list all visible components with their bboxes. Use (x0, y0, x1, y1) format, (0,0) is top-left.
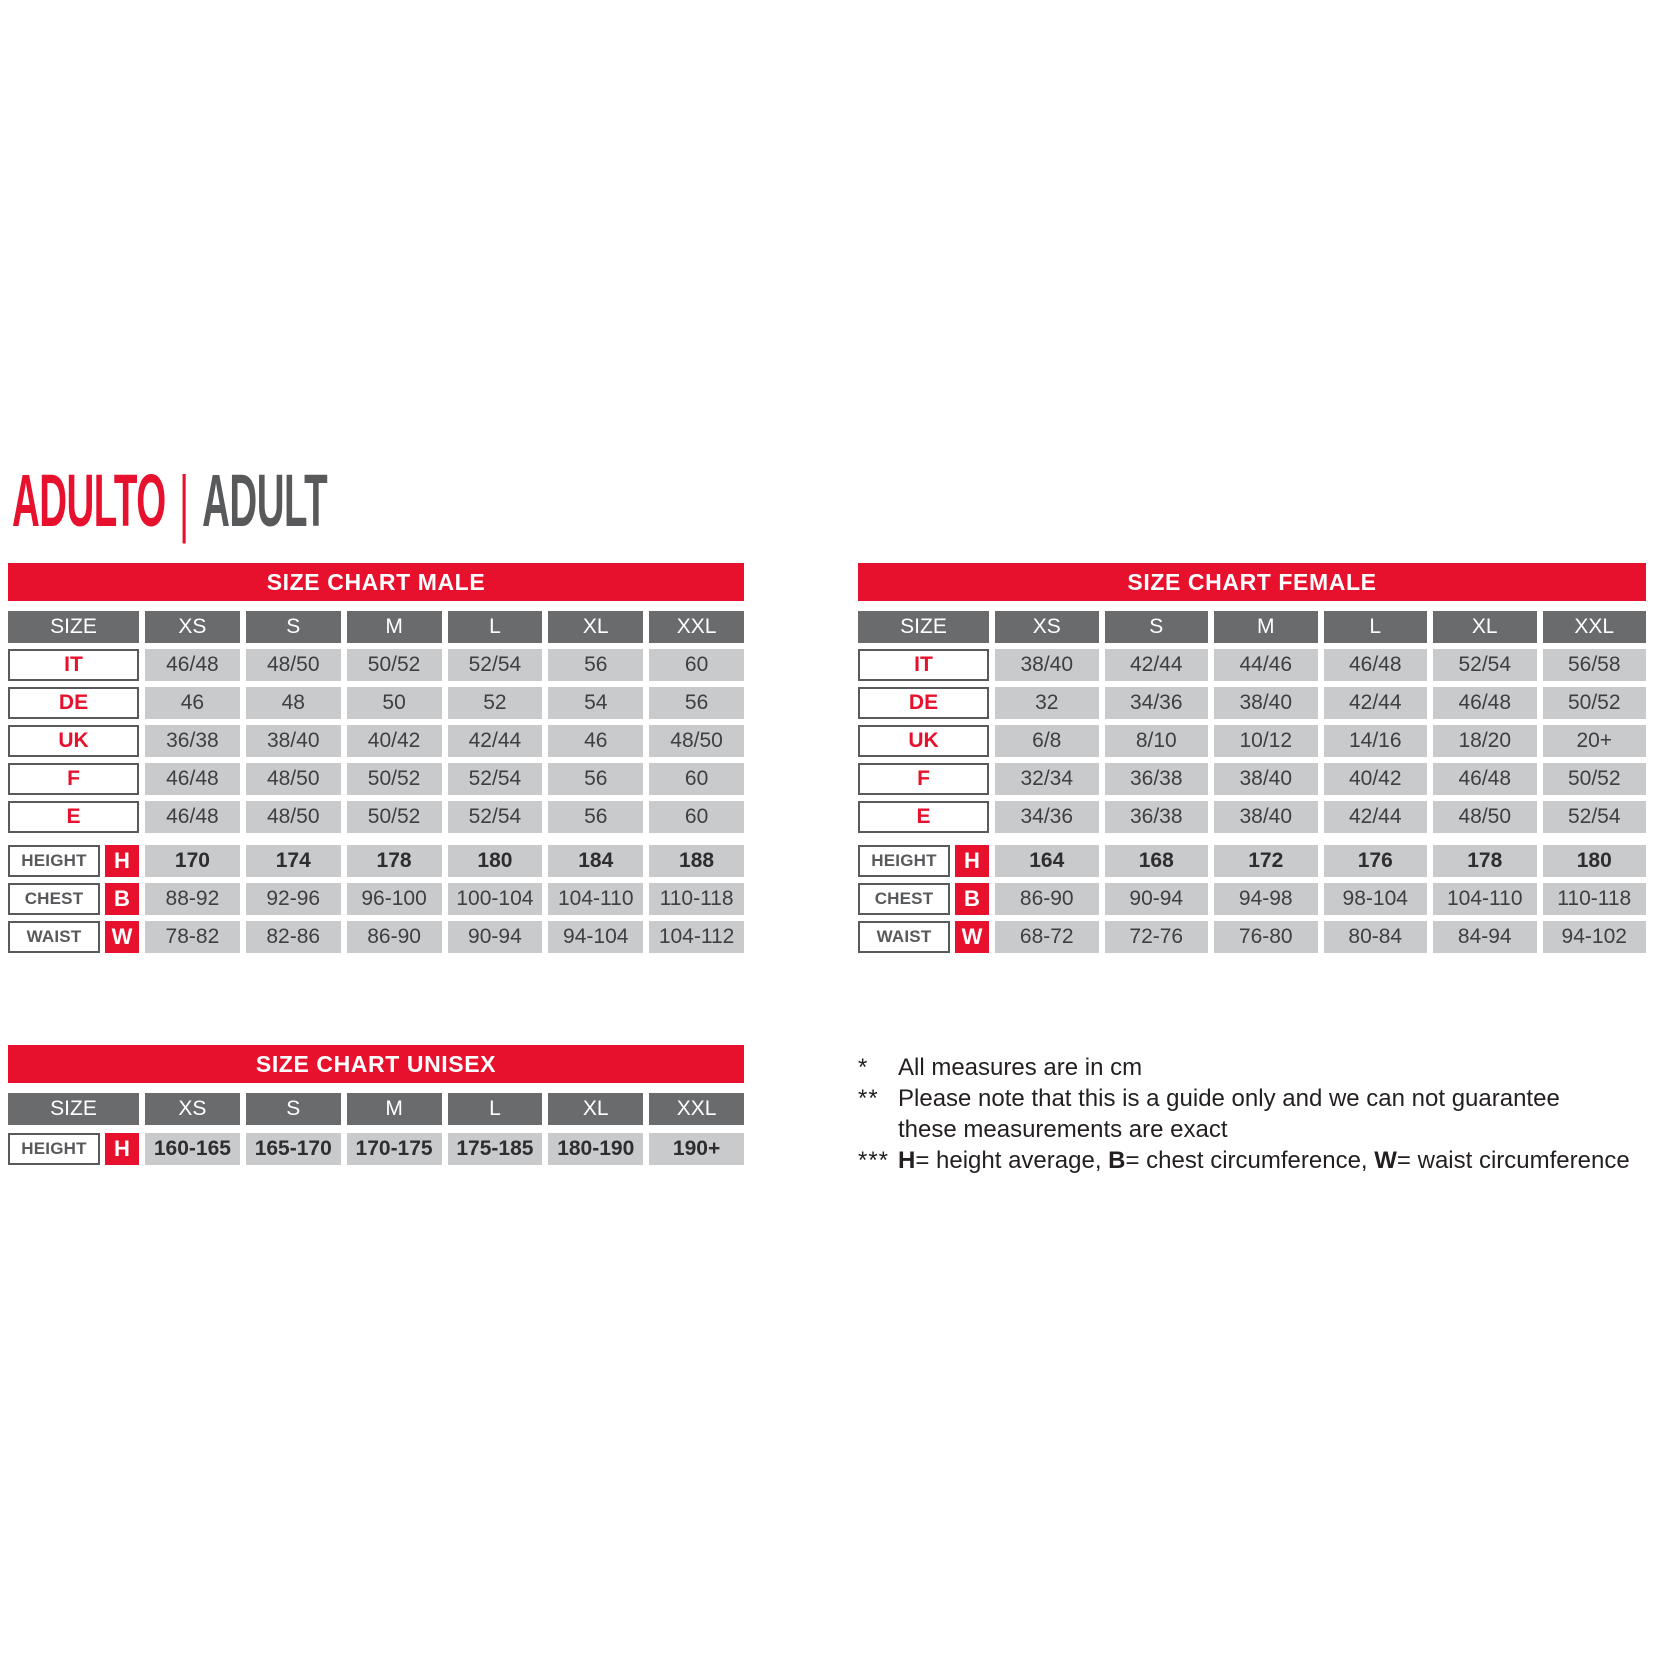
footnote-marker-1: * (858, 1054, 869, 1081)
female-measure-label-height (858, 845, 989, 877)
male-cell-chest-s: 92-96 (246, 883, 341, 915)
footnote-part: H (898, 1147, 916, 1174)
male-cell-f-m: 50/52 (347, 763, 442, 795)
male-cell-height-s: 174 (246, 845, 341, 877)
unisex-size-header: SIZE (8, 1093, 139, 1125)
male-cell-f-xs: 46/48 (145, 763, 240, 795)
size-chart-female-table (858, 563, 1646, 953)
female-row-label-de: DE (858, 687, 989, 719)
female-cell-waist-s: 72-76 (1105, 921, 1209, 953)
female-column-header-xxl: XXL (1543, 611, 1647, 643)
female-cell-height-xs: 164 (995, 845, 1099, 877)
male-cell-chest-xs: 88-92 (145, 883, 240, 915)
footnote-part: Please note that this is a guide only and we can not guarantee (898, 1085, 1560, 1112)
female-column-header-l: L (1324, 611, 1428, 643)
male-cell-it-xs: 46/48 (145, 649, 240, 681)
male-cell-it-l: 52/54 (448, 649, 543, 681)
page-title (12, 459, 328, 544)
footnote-part: B (1108, 1147, 1126, 1174)
female-column-header-xs: XS (995, 611, 1099, 643)
female-row-label-waist: WAIST (858, 921, 950, 953)
male-cell-it-m: 50/52 (347, 649, 442, 681)
footnote-3 (858, 1145, 1654, 1176)
footnote-part: All measures are in cm (898, 1054, 1143, 1081)
page-title-secondary: ADULT (202, 459, 328, 542)
footnote-1-line-1 (898, 1052, 1654, 1083)
male-cell-de-xxl: 56 (649, 687, 744, 719)
unisex-column-header-xxl: XXL (649, 1093, 744, 1125)
female-cell-de-xxl: 50/52 (1543, 687, 1647, 719)
female-badge-h: H (955, 845, 989, 877)
unisex-cell-height-m: 170-175 (347, 1133, 442, 1165)
unisex-measure-label-height (8, 1133, 139, 1165)
unisex-column-header-s: S (246, 1093, 341, 1125)
female-cell-de-l: 42/44 (1324, 687, 1428, 719)
female-column-header-xl: XL (1433, 611, 1537, 643)
unisex-cell-height-xl: 180-190 (548, 1133, 643, 1165)
unisex-banner: SIZE CHART UNISEX (8, 1045, 744, 1083)
male-cell-f-s: 48/50 (246, 763, 341, 795)
unisex-cell-height-s: 165-170 (246, 1133, 341, 1165)
female-cell-e-xl: 48/50 (1433, 801, 1537, 833)
male-column-header-xl: XL (548, 611, 643, 643)
female-cell-e-xs: 34/36 (995, 801, 1099, 833)
unisex-column-header-m: M (347, 1093, 442, 1125)
size-chart-unisex-table (8, 1045, 744, 1165)
male-cell-it-xl: 56 (548, 649, 643, 681)
female-row-label-f: F (858, 763, 989, 795)
female-cell-uk-xs: 6/8 (995, 725, 1099, 757)
male-cell-uk-l: 42/44 (448, 725, 543, 757)
unisex-column-header-xl: XL (548, 1093, 643, 1125)
female-cell-chest-xxl: 110-118 (1543, 883, 1647, 915)
female-cell-chest-xs: 86-90 (995, 883, 1099, 915)
female-cell-chest-s: 90-94 (1105, 883, 1209, 915)
footnote-part: = waist circumference (1396, 1147, 1630, 1174)
female-cell-uk-xxl: 20+ (1543, 725, 1647, 757)
footnote-marker-2: ** (858, 1085, 879, 1112)
footnote-2-line-1 (898, 1083, 1654, 1114)
female-cell-e-m: 38/40 (1214, 801, 1318, 833)
male-cell-uk-xl: 46 (548, 725, 643, 757)
footnote-text-2 (898, 1083, 1654, 1145)
footnote-2 (858, 1083, 1654, 1145)
male-badge-w: W (105, 921, 139, 953)
female-cell-height-xl: 178 (1433, 845, 1537, 877)
female-cell-waist-xs: 68-72 (995, 921, 1099, 953)
footnote-part: = chest circumference, (1125, 1147, 1375, 1174)
footnote-part: W (1374, 1147, 1397, 1174)
female-cell-height-s: 168 (1105, 845, 1209, 877)
female-banner: SIZE CHART FEMALE (858, 563, 1646, 601)
female-cell-waist-xl: 84-94 (1433, 921, 1537, 953)
male-measure-label-waist (8, 921, 139, 953)
male-cell-waist-xxl: 104-112 (649, 921, 744, 953)
unisex-column-header-l: L (448, 1093, 543, 1125)
female-cell-de-m: 38/40 (1214, 687, 1318, 719)
male-banner: SIZE CHART MALE (8, 563, 744, 601)
male-cell-chest-xxl: 110-118 (649, 883, 744, 915)
female-cell-f-xl: 46/48 (1433, 763, 1537, 795)
male-cell-uk-xxl: 48/50 (649, 725, 744, 757)
female-cell-it-m: 44/46 (1214, 649, 1318, 681)
male-cell-waist-xs: 78-82 (145, 921, 240, 953)
male-cell-e-l: 52/54 (448, 801, 543, 833)
female-row-label-chest: CHEST (858, 883, 950, 915)
male-cell-f-xxl: 60 (649, 763, 744, 795)
footnotes (858, 1052, 1654, 1176)
female-cell-it-s: 42/44 (1105, 649, 1209, 681)
footnote-3-line-1 (898, 1145, 1654, 1176)
male-cell-height-xxl: 188 (649, 845, 744, 877)
female-measure-label-chest (858, 883, 989, 915)
female-cell-f-s: 36/38 (1105, 763, 1209, 795)
male-cell-e-s: 48/50 (246, 801, 341, 833)
female-cell-e-xxl: 52/54 (1543, 801, 1647, 833)
footnote-marker-3: *** (858, 1147, 890, 1174)
unisex-column-header-xs: XS (145, 1093, 240, 1125)
female-cell-f-xs: 32/34 (995, 763, 1099, 795)
male-cell-waist-xl: 94-104 (548, 921, 643, 953)
footnote-text-3 (898, 1145, 1654, 1176)
female-cell-de-xl: 46/48 (1433, 687, 1537, 719)
female-cell-uk-s: 8/10 (1105, 725, 1209, 757)
female-cell-waist-xxl: 94-102 (1543, 921, 1647, 953)
male-cell-e-xl: 56 (548, 801, 643, 833)
male-measure-label-chest (8, 883, 139, 915)
male-row-label-it: IT (8, 649, 139, 681)
female-cell-it-xs: 38/40 (995, 649, 1099, 681)
male-cell-de-m: 50 (347, 687, 442, 719)
footnote-text-1 (898, 1052, 1654, 1083)
female-cell-f-m: 38/40 (1214, 763, 1318, 795)
male-row-label-height: HEIGHT (8, 845, 100, 877)
female-cell-height-xxl: 180 (1543, 845, 1647, 877)
male-cell-height-l: 180 (448, 845, 543, 877)
male-cell-de-l: 52 (448, 687, 543, 719)
male-column-header-s: S (246, 611, 341, 643)
female-cell-uk-m: 10/12 (1214, 725, 1318, 757)
male-row-label-waist: WAIST (8, 921, 100, 953)
footnote-1 (858, 1052, 1654, 1083)
male-row-label-chest: CHEST (8, 883, 100, 915)
male-badge-h: H (105, 845, 139, 877)
female-cell-f-xxl: 50/52 (1543, 763, 1647, 795)
page-title-primary: ADULTO (12, 459, 166, 542)
male-cell-height-xs: 170 (145, 845, 240, 877)
male-cell-waist-s: 82-86 (246, 921, 341, 953)
female-cell-it-l: 46/48 (1324, 649, 1428, 681)
size-chart-male-table (8, 563, 744, 953)
male-row-label-de: DE (8, 687, 139, 719)
male-measure-grid (8, 845, 744, 953)
footnote-part: these measurements are exact (898, 1116, 1228, 1143)
male-column-header-xs: XS (145, 611, 240, 643)
male-cell-waist-m: 86-90 (347, 921, 442, 953)
male-size-header: SIZE (8, 611, 139, 643)
male-cell-chest-m: 96-100 (347, 883, 442, 915)
page-title-separator: | (179, 461, 189, 544)
female-cell-e-s: 36/38 (1105, 801, 1209, 833)
footnote-part: = height average, (915, 1147, 1109, 1174)
male-cell-it-s: 48/50 (246, 649, 341, 681)
male-cell-height-xl: 184 (548, 845, 643, 877)
male-cell-height-m: 178 (347, 845, 442, 877)
male-cell-e-xxl: 60 (649, 801, 744, 833)
male-cell-chest-xl: 104-110 (548, 883, 643, 915)
male-grid (8, 611, 744, 833)
female-cell-it-xxl: 56/58 (1543, 649, 1647, 681)
male-row-label-f: F (8, 763, 139, 795)
female-badge-w: W (955, 921, 989, 953)
female-row-label-height: HEIGHT (858, 845, 950, 877)
male-cell-de-s: 48 (246, 687, 341, 719)
male-badge-b: B (105, 883, 139, 915)
female-row-label-it: IT (858, 649, 989, 681)
male-cell-chest-l: 100-104 (448, 883, 543, 915)
male-cell-it-xxl: 60 (649, 649, 744, 681)
unisex-cell-height-xxl: 190+ (649, 1133, 744, 1165)
female-measure-label-waist (858, 921, 989, 953)
male-row-label-e: E (8, 801, 139, 833)
female-cell-chest-xl: 104-110 (1433, 883, 1537, 915)
male-cell-e-xs: 46/48 (145, 801, 240, 833)
female-cell-uk-xl: 18/20 (1433, 725, 1537, 757)
female-cell-de-s: 34/36 (1105, 687, 1209, 719)
male-cell-uk-m: 40/42 (347, 725, 442, 757)
female-badge-b: B (955, 883, 989, 915)
female-cell-f-l: 40/42 (1324, 763, 1428, 795)
female-cell-e-l: 42/44 (1324, 801, 1428, 833)
female-cell-de-xs: 32 (995, 687, 1099, 719)
male-measure-label-height (8, 845, 139, 877)
female-cell-waist-l: 80-84 (1324, 921, 1428, 953)
female-cell-height-m: 172 (1214, 845, 1318, 877)
female-row-label-uk: UK (858, 725, 989, 757)
female-cell-chest-m: 94-98 (1214, 883, 1318, 915)
unisex-cell-height-xs: 160-165 (145, 1133, 240, 1165)
female-measure-grid (858, 845, 1646, 953)
female-column-header-s: S (1105, 611, 1209, 643)
male-cell-uk-xs: 36/38 (145, 725, 240, 757)
unisex-row-label-height: HEIGHT (8, 1133, 100, 1165)
female-row-label-e: E (858, 801, 989, 833)
unisex-cell-height-l: 175-185 (448, 1133, 543, 1165)
unisex-measure-grid (8, 1133, 744, 1165)
female-cell-height-l: 176 (1324, 845, 1428, 877)
footnote-2-line-2 (898, 1114, 1654, 1145)
male-cell-de-xs: 46 (145, 687, 240, 719)
female-size-header: SIZE (858, 611, 989, 643)
male-column-header-l: L (448, 611, 543, 643)
male-cell-uk-s: 38/40 (246, 725, 341, 757)
male-row-label-uk: UK (8, 725, 139, 757)
male-cell-e-m: 50/52 (347, 801, 442, 833)
male-column-header-m: M (347, 611, 442, 643)
male-cell-f-l: 52/54 (448, 763, 543, 795)
male-cell-f-xl: 56 (548, 763, 643, 795)
male-cell-waist-l: 90-94 (448, 921, 543, 953)
female-cell-waist-m: 76-80 (1214, 921, 1318, 953)
unisex-badge-h: H (105, 1133, 139, 1165)
male-cell-de-xl: 54 (548, 687, 643, 719)
female-cell-it-xl: 52/54 (1433, 649, 1537, 681)
female-cell-uk-l: 14/16 (1324, 725, 1428, 757)
female-cell-chest-l: 98-104 (1324, 883, 1428, 915)
female-grid (858, 611, 1646, 833)
female-column-header-m: M (1214, 611, 1318, 643)
unisex-grid (8, 1093, 744, 1125)
male-column-header-xxl: XXL (649, 611, 744, 643)
